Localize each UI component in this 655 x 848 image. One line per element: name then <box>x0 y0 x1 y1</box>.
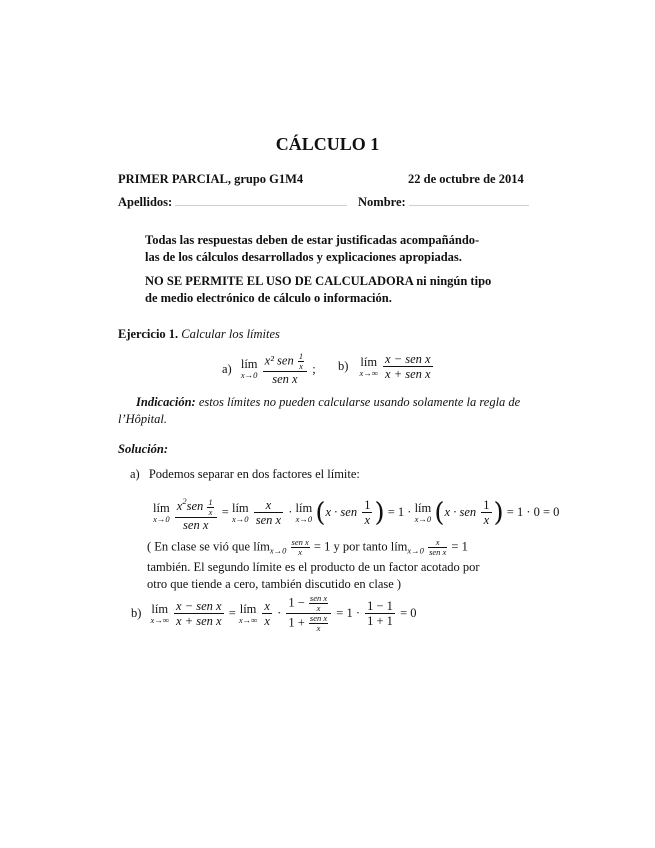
instructions-line: NO SE PERMITE EL USO DE CALCULADORA ni ningún tipo <box>145 274 492 288</box>
fraction: $x^2sen$ $\frac{1}{x}$ sen x <box>175 494 217 532</box>
limit-operator: lím x→∞ <box>238 601 258 625</box>
part-label: a) <box>222 361 232 376</box>
instructions-justify <box>145 232 525 266</box>
note-line: ( En clase se vió que lím$_{x\to 0}$ $\frac{\text{sen x}}{x}$ = 1 y por tanto lím$_{x\to 0}$ $\frac{x}{\text{sen x}}$ = 1 <box>147 537 468 557</box>
solution-a-text: Podemos separar en dos factores el límite: <box>148 467 360 481</box>
name-field <box>358 192 529 210</box>
separator: ; <box>312 361 316 376</box>
hint-continuation: l’Hôpital. <box>118 412 167 426</box>
exercise-formula-a <box>222 352 316 386</box>
exercise-heading <box>118 326 280 343</box>
limit-operator: lím x→∞ <box>150 601 169 625</box>
name-blank <box>409 192 529 206</box>
surname-field <box>118 192 347 210</box>
note-line: también. El segundo límite es el producto de un factor acotado por <box>147 560 480 575</box>
fraction: $\frac{\text{x − sen x}}{\text{x + sen x}}$ <box>385 352 431 381</box>
solution-a-note <box>147 538 535 593</box>
part-label: b) <box>338 359 349 373</box>
solution-a-intro <box>130 466 360 483</box>
limit-operator: lím x→0 <box>295 500 313 524</box>
instructions-line: Todas las respuestas deben de estar justificadas acompañándo- <box>145 233 480 247</box>
limit-operator: lím x→0 <box>231 500 249 524</box>
part-label: b) <box>131 606 142 620</box>
hint-text: estos límites no pueden calcularse usando solamente la regla de <box>198 395 521 409</box>
exercise-statement: Calcular los límites <box>181 327 280 341</box>
surname-label: Apellidos: <box>118 195 173 209</box>
page-title: CÁLCULO 1 <box>275 134 380 154</box>
solution-b-equation: b) lím x→∞ $\frac{\text{x − sen x}}{\text{x + sen x}}$ = lím x→∞ $\frac{x}{x}$ · 1 − $\frac{\text{sen x}}{x}$ 1 + $\frac{\text{sen x}}{x}$ = 1 · $\frac{1 - 1}{1 + 1}$ = 0 <box>131 593 417 633</box>
limit-operator: lím x→0 <box>153 500 170 524</box>
hint <box>118 394 538 411</box>
hint-label: Indicación: <box>136 395 196 409</box>
limit-operator: lím x→0 <box>414 500 432 524</box>
limit-operator: lím x→∞ <box>359 354 378 378</box>
name-label: Nombre: <box>358 195 406 209</box>
limit-operator: lím x→0 <box>240 357 258 380</box>
instructions-line: las de los cálculos desarrollados y explicaciones apropiadas. <box>145 250 462 264</box>
instructions-calculator <box>145 273 525 307</box>
instructions-line: de medio electrónico de cálculo o información. <box>145 291 392 305</box>
part-label: a) <box>130 467 140 481</box>
fraction: x² sen $\frac{1}{x}$ sen x <box>263 352 307 386</box>
exam-group: PRIMER PARCIAL, grupo G1M4 <box>118 172 304 186</box>
exercise-label: Ejercicio 1. <box>118 327 179 341</box>
fraction: $\frac{x}{\text{sen x}}$ <box>255 498 282 528</box>
exam-date: 22 de octubre de 2014 <box>408 172 524 186</box>
solution-label: Solución: <box>118 442 169 456</box>
note-line: otro que tiende a cero, también discutido en clase ) <box>147 577 402 592</box>
fraction: $\frac{\text{x − sen x}}{\text{x + sen x}}$ <box>176 599 222 628</box>
fraction: 1 − $\frac{\text{sen x}}{x}$ 1 + $\frac{\text{sen x}}{x}$ <box>286 594 331 633</box>
surname-blank <box>175 192 347 206</box>
solution-a-equation: lím x→0 $x^2sen$ $\frac{1}{x}$ sen x = lím x→0 $\frac{x}{\text{sen x}}$ · lím x→0 (x · sen $\frac{1}{x}$ ) = 1 · lím x→0 (x · sen $\frac{1}{x}$ ) = 1 · 0 = 0 <box>153 496 560 532</box>
exercise-formula-b <box>338 352 435 381</box>
